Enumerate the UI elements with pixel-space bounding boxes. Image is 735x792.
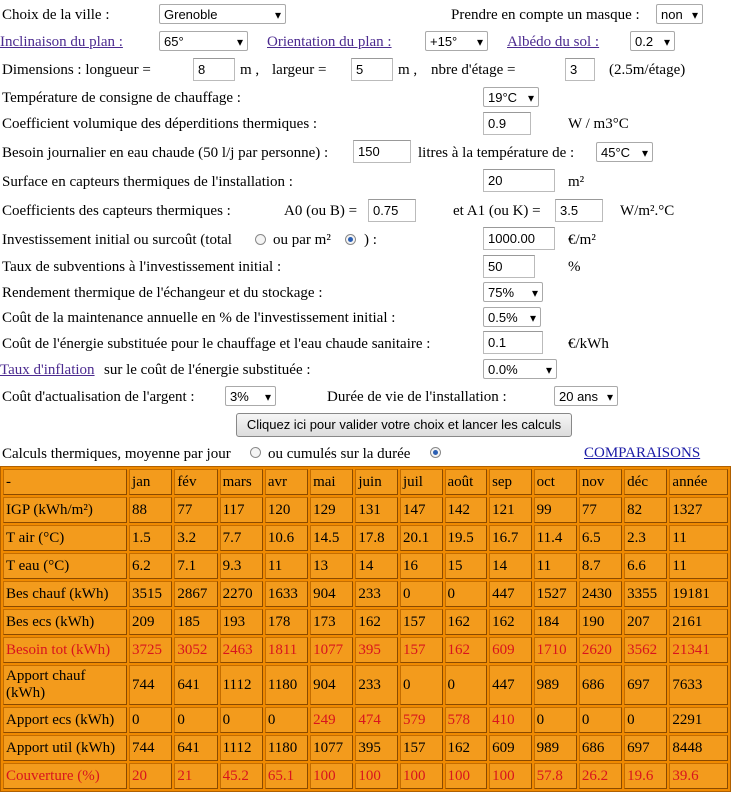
calculate-button[interactable]: Cliquez ici pour valider votre choix et lancer les calculs bbox=[236, 413, 572, 437]
table-row bbox=[3, 609, 728, 635]
table-cell: 162 bbox=[489, 609, 532, 635]
table-cell: 904 bbox=[310, 665, 353, 705]
table-cell: 17.8 bbox=[355, 525, 398, 551]
table-cell: 178 bbox=[265, 609, 308, 635]
inclinaison-select[interactable]: 65° ▾ bbox=[159, 31, 248, 51]
table-cell: 1527 bbox=[534, 581, 577, 607]
table-cell: 233 bbox=[355, 665, 398, 705]
table-cell: 65.1 bbox=[265, 763, 308, 789]
table-cell: 100 bbox=[310, 763, 353, 789]
masque-label: Prendre en compte un masque : bbox=[451, 7, 640, 23]
table-cell: 131 bbox=[355, 497, 398, 523]
a0-label: A0 (ou B) = bbox=[284, 203, 358, 219]
table-cell: 0 bbox=[534, 707, 577, 733]
invest-input[interactable]: 1000.00 bbox=[483, 227, 555, 250]
header-cell: mai bbox=[310, 469, 353, 495]
orientation-select[interactable]: +15° ▾ bbox=[425, 31, 488, 51]
table-cell: 16 bbox=[400, 553, 443, 579]
table-row bbox=[3, 763, 728, 789]
table-cell: 2463 bbox=[220, 637, 263, 663]
table-cell: 100 bbox=[355, 763, 398, 789]
table-row bbox=[3, 735, 728, 761]
header-cell: juil bbox=[400, 469, 443, 495]
table-cell: 2430 bbox=[579, 581, 622, 607]
table-cell: 16.7 bbox=[489, 525, 532, 551]
table-cell: 162 bbox=[445, 735, 488, 761]
table-row bbox=[3, 497, 728, 523]
a1-label: et A1 (ou K) = bbox=[453, 203, 541, 219]
table-cell: 641 bbox=[174, 665, 217, 705]
maintenance-select[interactable]: 0.5% ▾ bbox=[483, 307, 541, 327]
ville-label: Choix de la ville : bbox=[2, 7, 110, 23]
inclinaison-link[interactable]: Inclinaison du plan : bbox=[0, 34, 123, 50]
header-cell: fév bbox=[174, 469, 217, 495]
invest-m2-label: ou par m² bbox=[273, 232, 331, 248]
largeur-label: largeur = bbox=[272, 62, 327, 78]
duree-select[interactable]: 20 ans ▾ bbox=[554, 386, 618, 406]
row-label: IGP (kWh/m²) bbox=[3, 497, 127, 523]
table-cell: 3515 bbox=[129, 581, 172, 607]
table-cell: 2867 bbox=[174, 581, 217, 607]
table-cell: 77 bbox=[174, 497, 217, 523]
row-label: Apport util (kWh) bbox=[3, 735, 127, 761]
table-cell: 21 bbox=[174, 763, 217, 789]
table-cell: 1077 bbox=[310, 637, 353, 663]
calc-cumul-label: ou cumulés sur la durée bbox=[268, 446, 411, 462]
table-cell: 0 bbox=[579, 707, 622, 733]
table-cell: 19181 bbox=[669, 581, 728, 607]
table-cell: 129 bbox=[310, 497, 353, 523]
table-cell: 7.1 bbox=[174, 553, 217, 579]
inflation-link[interactable]: Taux d'inflation bbox=[0, 362, 95, 378]
coefs-unit: W/m².°C bbox=[620, 203, 675, 219]
row-label: Couverture (%) bbox=[3, 763, 127, 789]
row-label: Bes chauf (kWh) bbox=[3, 581, 127, 607]
table-cell: 20.1 bbox=[400, 525, 443, 551]
header-cell: juin bbox=[355, 469, 398, 495]
table-cell: 0 bbox=[129, 707, 172, 733]
table-cell: 142 bbox=[445, 497, 488, 523]
table-cell: 1180 bbox=[265, 735, 308, 761]
rendement-select[interactable]: 75% ▾ bbox=[483, 282, 543, 302]
header-cell: sep bbox=[489, 469, 532, 495]
a1-input[interactable]: 3.5 bbox=[555, 199, 603, 222]
table-cell: 744 bbox=[129, 665, 172, 705]
header-cell: août bbox=[445, 469, 488, 495]
table-row bbox=[3, 707, 728, 733]
table-cell: 0 bbox=[624, 707, 667, 733]
calc-moyenne-radio[interactable] bbox=[250, 447, 261, 458]
consigne-label: Température de consigne de chauffage : bbox=[2, 90, 241, 106]
table-cell: 19.5 bbox=[445, 525, 488, 551]
row-label: T eau (°C) bbox=[3, 553, 127, 579]
coef-vol-unit: W / m3°C bbox=[568, 116, 629, 132]
invest-total-radio[interactable] bbox=[255, 234, 266, 245]
coef-vol-label: Coefficient volumique des déperditions thermiques : bbox=[2, 116, 318, 132]
table-cell: 2291 bbox=[669, 707, 728, 733]
etages-note: (2.5m/étage) bbox=[609, 62, 686, 78]
table-cell: 14.5 bbox=[310, 525, 353, 551]
subv-unit: % bbox=[568, 259, 581, 275]
table-cell: 11 bbox=[534, 553, 577, 579]
table-cell: 6.5 bbox=[579, 525, 622, 551]
header-cell: nov bbox=[579, 469, 622, 495]
surface-unit: m² bbox=[568, 174, 585, 190]
table-cell: 686 bbox=[579, 735, 622, 761]
table-row bbox=[3, 525, 728, 551]
table-cell: 989 bbox=[534, 665, 577, 705]
longueur-input[interactable]: 8 bbox=[193, 58, 235, 81]
duree-label: Durée de vie de l'installation : bbox=[327, 389, 507, 405]
table-cell: 3052 bbox=[174, 637, 217, 663]
table-cell: 1811 bbox=[265, 637, 308, 663]
table-cell: 9.3 bbox=[220, 553, 263, 579]
table-row bbox=[3, 581, 728, 607]
table-cell: 3725 bbox=[129, 637, 172, 663]
m-unit-2: m , bbox=[398, 62, 418, 78]
row-label: Apport chauf (kWh) bbox=[3, 665, 127, 705]
albedo-select[interactable]: 0.2 ▾ bbox=[630, 31, 675, 51]
table-header-row bbox=[3, 469, 728, 495]
table-cell: 1077 bbox=[310, 735, 353, 761]
table-cell: 7.7 bbox=[220, 525, 263, 551]
table-cell: 474 bbox=[355, 707, 398, 733]
table-cell: 3355 bbox=[624, 581, 667, 607]
table-cell: 609 bbox=[489, 637, 532, 663]
table-cell: 100 bbox=[489, 763, 532, 789]
table-cell: 14 bbox=[355, 553, 398, 579]
table-cell: 447 bbox=[489, 665, 532, 705]
table-row bbox=[3, 665, 728, 705]
table-cell: 410 bbox=[489, 707, 532, 733]
invest-unit: €/m² bbox=[568, 232, 596, 248]
table-cell: 157 bbox=[400, 637, 443, 663]
m-unit-1: m , bbox=[240, 62, 260, 78]
ecs-unit-label: litres à la température de : bbox=[418, 145, 575, 161]
energie-input[interactable]: 0.1 bbox=[483, 331, 543, 354]
table-cell: 100 bbox=[400, 763, 443, 789]
surface-input[interactable]: 20 bbox=[483, 169, 555, 192]
table-cell: 157 bbox=[400, 735, 443, 761]
table-cell: 904 bbox=[310, 581, 353, 607]
surface-label: Surface en capteurs thermiques de l'installation : bbox=[2, 174, 293, 190]
table-cell: 14 bbox=[489, 553, 532, 579]
table-cell: 10.6 bbox=[265, 525, 308, 551]
table-cell: 233 bbox=[355, 581, 398, 607]
table-cell: 1633 bbox=[265, 581, 308, 607]
table-cell: 157 bbox=[400, 609, 443, 635]
table-cell: 11 bbox=[669, 525, 728, 551]
header-cell: déc bbox=[624, 469, 667, 495]
ecs-input[interactable]: 150 bbox=[353, 140, 411, 163]
table-cell: 0 bbox=[400, 581, 443, 607]
table-cell: 121 bbox=[489, 497, 532, 523]
table-cell: 21341 bbox=[669, 637, 728, 663]
table-cell: 0 bbox=[174, 707, 217, 733]
invest-close-label: ) : bbox=[364, 232, 377, 248]
invest-m2-radio[interactable] bbox=[345, 234, 356, 245]
table-cell: 88 bbox=[129, 497, 172, 523]
table-cell: 207 bbox=[624, 609, 667, 635]
rendement-label: Rendement thermique de l'échangeur et du stockage : bbox=[2, 285, 323, 301]
table-cell: 2161 bbox=[669, 609, 728, 635]
actualisation-select[interactable]: 3% ▾ bbox=[225, 386, 276, 406]
header-cell: année bbox=[669, 469, 728, 495]
table-cell: 11 bbox=[265, 553, 308, 579]
table-cell: 147 bbox=[400, 497, 443, 523]
table-cell: 0 bbox=[265, 707, 308, 733]
table-cell: 209 bbox=[129, 609, 172, 635]
orientation-link[interactable]: Orientation du plan : bbox=[267, 34, 392, 50]
etages-input[interactable]: 3 bbox=[565, 58, 595, 81]
table-cell: 184 bbox=[534, 609, 577, 635]
table-cell: 6.2 bbox=[129, 553, 172, 579]
table-cell: 3.2 bbox=[174, 525, 217, 551]
table-cell: 249 bbox=[310, 707, 353, 733]
row-label: T air (°C) bbox=[3, 525, 127, 551]
table-cell: 0 bbox=[445, 581, 488, 607]
table-cell: 173 bbox=[310, 609, 353, 635]
actualisation-label: Coût d'actualisation de l'argent : bbox=[2, 389, 195, 405]
table-cell: 120 bbox=[265, 497, 308, 523]
table-cell: 8.7 bbox=[579, 553, 622, 579]
table-cell: 697 bbox=[624, 665, 667, 705]
table-cell: 0 bbox=[220, 707, 263, 733]
table-cell: 1710 bbox=[534, 637, 577, 663]
table-cell: 77 bbox=[579, 497, 622, 523]
table-cell: 13 bbox=[310, 553, 353, 579]
header-cell: jan bbox=[129, 469, 172, 495]
table-cell: 11 bbox=[669, 553, 728, 579]
table-cell: 15 bbox=[445, 553, 488, 579]
row-label: Apport ecs (kWh) bbox=[3, 707, 127, 733]
row-label: Bes ecs (kWh) bbox=[3, 609, 127, 635]
table-cell: 1180 bbox=[265, 665, 308, 705]
subv-input[interactable]: 50 bbox=[483, 255, 535, 278]
energie-label: Coût de l'énergie substituée pour le chauffage et l'eau chaude sanitaire : bbox=[2, 336, 431, 352]
table-cell: 2270 bbox=[220, 581, 263, 607]
ville-select[interactable]: Grenoble ▾ bbox=[159, 4, 286, 24]
table-row bbox=[3, 553, 728, 579]
consigne-select[interactable]: 19°C ▾ bbox=[483, 87, 539, 107]
table-cell: 6.6 bbox=[624, 553, 667, 579]
table-cell: 3562 bbox=[624, 637, 667, 663]
table-cell: 395 bbox=[355, 735, 398, 761]
inflation-label: sur le coût de l'énergie substituée : bbox=[104, 362, 311, 378]
results-table bbox=[0, 466, 731, 792]
table-cell: 579 bbox=[400, 707, 443, 733]
table-cell: 26.2 bbox=[579, 763, 622, 789]
table-cell: 45.2 bbox=[220, 763, 263, 789]
table-cell: 0 bbox=[445, 665, 488, 705]
table-cell: 162 bbox=[445, 609, 488, 635]
table-cell: 20 bbox=[129, 763, 172, 789]
dimensions-label: Dimensions : longueur = bbox=[2, 62, 151, 78]
table-cell: 162 bbox=[445, 637, 488, 663]
row-label: Besoin tot (kWh) bbox=[3, 637, 127, 663]
table-cell: 190 bbox=[579, 609, 622, 635]
albedo-link[interactable]: Albédo du sol : bbox=[507, 34, 600, 50]
largeur-input[interactable]: 5 bbox=[351, 58, 393, 81]
table-cell: 686 bbox=[579, 665, 622, 705]
coefs-label: Coefficients des capteurs thermiques : bbox=[2, 203, 231, 219]
table-cell: 39.6 bbox=[669, 763, 728, 789]
inflation-select[interactable]: 0.0% ▾ bbox=[483, 359, 557, 379]
table-cell: 1327 bbox=[669, 497, 728, 523]
ecs-temp-select[interactable]: 45°C ▾ bbox=[596, 142, 653, 162]
calc-moyenne-label: Calculs thermiques, moyenne par jour bbox=[2, 446, 231, 462]
table-cell: 162 bbox=[355, 609, 398, 635]
table-cell: 100 bbox=[445, 763, 488, 789]
energie-unit: €/kWh bbox=[568, 336, 609, 352]
table-cell: 578 bbox=[445, 707, 488, 733]
calc-cumul-radio[interactable] bbox=[430, 447, 441, 458]
etages-label: nbre d'étage = bbox=[431, 62, 516, 78]
table-cell: 744 bbox=[129, 735, 172, 761]
table-cell: 609 bbox=[489, 735, 532, 761]
table-cell: 99 bbox=[534, 497, 577, 523]
table-cell: 989 bbox=[534, 735, 577, 761]
table-cell: 57.8 bbox=[534, 763, 577, 789]
header-cell: oct bbox=[534, 469, 577, 495]
header-cell: avr bbox=[265, 469, 308, 495]
table-cell: 1112 bbox=[220, 735, 263, 761]
comparaisons-link[interactable]: COMPARAISONS bbox=[584, 445, 701, 461]
header-cell-corner: - bbox=[3, 469, 127, 495]
coef-vol-input[interactable]: 0.9 bbox=[483, 112, 531, 135]
subv-label: Taux de subventions à l'investissement initial : bbox=[2, 259, 282, 275]
table-cell: 395 bbox=[355, 637, 398, 663]
a0-input[interactable]: 0.75 bbox=[368, 199, 416, 222]
table-cell: 82 bbox=[624, 497, 667, 523]
table-row bbox=[3, 637, 728, 663]
table-cell: 193 bbox=[220, 609, 263, 635]
table-cell: 447 bbox=[489, 581, 532, 607]
masque-select[interactable]: non ▾ bbox=[656, 4, 703, 24]
table-cell: 0 bbox=[400, 665, 443, 705]
table-cell: 2620 bbox=[579, 637, 622, 663]
table-cell: 185 bbox=[174, 609, 217, 635]
table-cell: 8448 bbox=[669, 735, 728, 761]
table-cell: 2.3 bbox=[624, 525, 667, 551]
table-cell: 1112 bbox=[220, 665, 263, 705]
table-cell: 7633 bbox=[669, 665, 728, 705]
maintenance-label: Coût de la maintenance annuelle en % de l'investissement initial : bbox=[2, 310, 396, 326]
table-cell: 641 bbox=[174, 735, 217, 761]
table-cell: 11.4 bbox=[534, 525, 577, 551]
header-cell: mars bbox=[220, 469, 263, 495]
table-cell: 19.6 bbox=[624, 763, 667, 789]
table-cell: 1.5 bbox=[129, 525, 172, 551]
table-cell: 117 bbox=[220, 497, 263, 523]
invest-label: Investissement initial ou surcoût (total bbox=[2, 232, 232, 248]
ecs-label: Besoin journalier en eau chaude (50 l/j par personne) : bbox=[2, 145, 329, 161]
table-cell: 697 bbox=[624, 735, 667, 761]
